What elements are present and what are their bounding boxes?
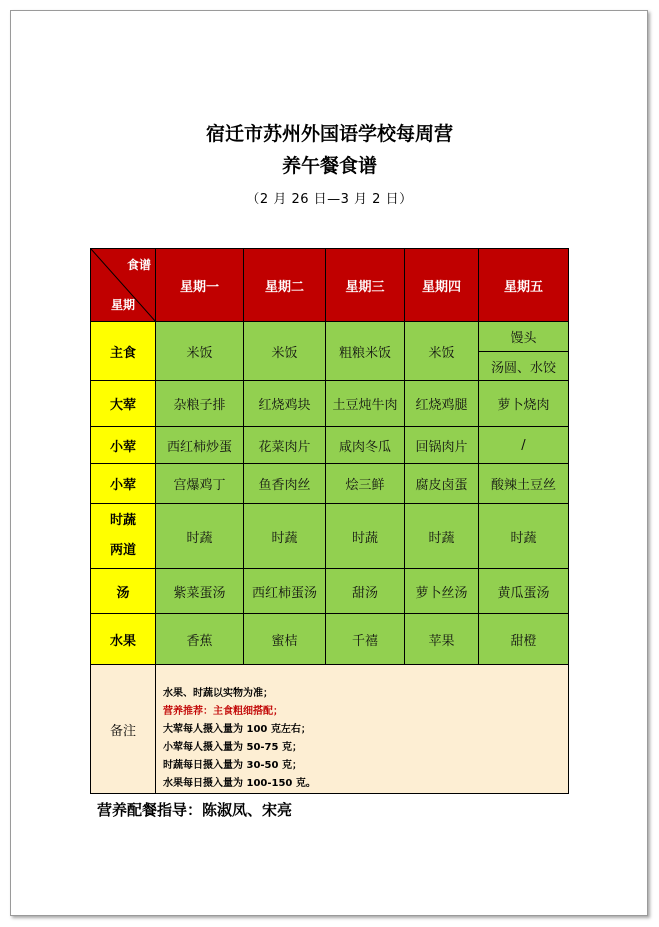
menu-cell: 紫菜蛋汤 [156, 569, 244, 614]
menu-cell: 咸肉冬瓜 [326, 427, 405, 464]
menu-cell: 米饭 [244, 322, 326, 381]
menu-cell: 甜橙 [479, 614, 569, 665]
menu-cell: 粗粮米饭 [326, 322, 405, 381]
corner-label-weekday: 星期 [111, 298, 136, 312]
menu-cell: 红烧鸡腿 [405, 381, 479, 427]
table-row-soup [91, 569, 569, 614]
table-row-notes [91, 665, 569, 794]
menu-cell-fri-top: 馒头 [479, 322, 569, 352]
menu-cell: 回锅肉片 [405, 427, 479, 464]
day-header-wed: 星期三 [326, 249, 405, 322]
nutrition-guidance-credit: 营养配餐指导：陈淑凤、宋亮 [97, 801, 293, 819]
corner-label-recipe: 食谱 [126, 258, 151, 272]
lunch-menu-table [90, 248, 569, 794]
table-row-staple [91, 322, 569, 352]
day-header-fri: 星期五 [479, 249, 569, 322]
menu-cell: 烩三鲜 [326, 464, 405, 504]
menu-cell: 萝卜丝汤 [405, 569, 479, 614]
menu-cell: 宫爆鸡丁 [156, 464, 244, 504]
menu-cell: 红烧鸡块 [244, 381, 326, 427]
table-row-main-meat [91, 381, 569, 427]
menu-cell: 黄瓜蛋汤 [479, 569, 569, 614]
note-line-highlight: 营养推荐：主食粗细搭配； [163, 706, 283, 717]
category-staple: 主食 [91, 322, 156, 381]
category-fruit: 水果 [91, 614, 156, 665]
notes-label: 备注 [91, 665, 156, 794]
category-side-meat: 小荤 [91, 427, 156, 464]
menu-cell: 土豆炖牛肉 [326, 381, 405, 427]
menu-cell: 千禧 [326, 614, 405, 665]
menu-cell: 米饭 [405, 322, 479, 381]
menu-cell: 时蔬 [479, 504, 569, 569]
page-title-line1: 宿迁市苏州外国语学校每周营 [205, 123, 453, 145]
category-vegetables-line2: 两道 [109, 543, 136, 558]
menu-cell: 时蔬 [244, 504, 326, 569]
menu-cell: 甜汤 [326, 569, 405, 614]
table-row-vegetables [91, 504, 569, 569]
category-vegetables [91, 504, 156, 569]
note-line: 时蔬每日摄入量为 30-50 克； [163, 760, 302, 771]
menu-cell: 时蔬 [156, 504, 244, 569]
day-header-tue: 星期二 [244, 249, 326, 322]
corner-header-cell [91, 249, 156, 322]
note-line: 小荤每人摄入量为 50-75 克； [163, 742, 302, 753]
category-vegetables-line1: 时蔬 [109, 513, 136, 528]
menu-cell: 西红柿炒蛋 [156, 427, 244, 464]
menu-cell: 蜜桔 [244, 614, 326, 665]
note-line: 水果、时蔬以实物为准； [163, 688, 273, 699]
table-row-side-meat-2 [91, 464, 569, 504]
category-side-meat: 小荤 [91, 464, 156, 504]
menu-cell: / [479, 427, 569, 464]
page-title-line2: 养午餐食谱 [281, 155, 377, 177]
notes-body [156, 665, 569, 794]
category-soup: 汤 [91, 569, 156, 614]
note-line: 大荤每人摄入量为 100 克左右； [163, 724, 311, 735]
day-header-thu: 星期四 [405, 249, 479, 322]
menu-cell: 西红柿蛋汤 [244, 569, 326, 614]
menu-cell: 香蕉 [156, 614, 244, 665]
category-main-meat: 大荤 [91, 381, 156, 427]
menu-cell: 时蔬 [326, 504, 405, 569]
menu-cell: 花菜肉片 [244, 427, 326, 464]
menu-cell: 杂粮子排 [156, 381, 244, 427]
date-range: （2 月 26 日—3 月 2 日） [246, 192, 413, 207]
note-line: 水果每日摄入量为 100-150 克。 [163, 778, 316, 789]
menu-cell: 鱼香肉丝 [244, 464, 326, 504]
menu-cell: 时蔬 [405, 504, 479, 569]
day-header-mon: 星期一 [156, 249, 244, 322]
table-row-side-meat-1 [91, 427, 569, 464]
table-row-fruit [91, 614, 569, 665]
menu-cell-fri-bottom: 汤圆、水饺 [479, 352, 569, 381]
header-row [91, 249, 569, 322]
menu-cell: 酸辣土豆丝 [479, 464, 569, 504]
menu-cell: 苹果 [405, 614, 479, 665]
menu-cell: 萝卜烧肉 [479, 381, 569, 427]
menu-cell: 米饭 [156, 322, 244, 381]
menu-cell: 腐皮卤蛋 [405, 464, 479, 504]
